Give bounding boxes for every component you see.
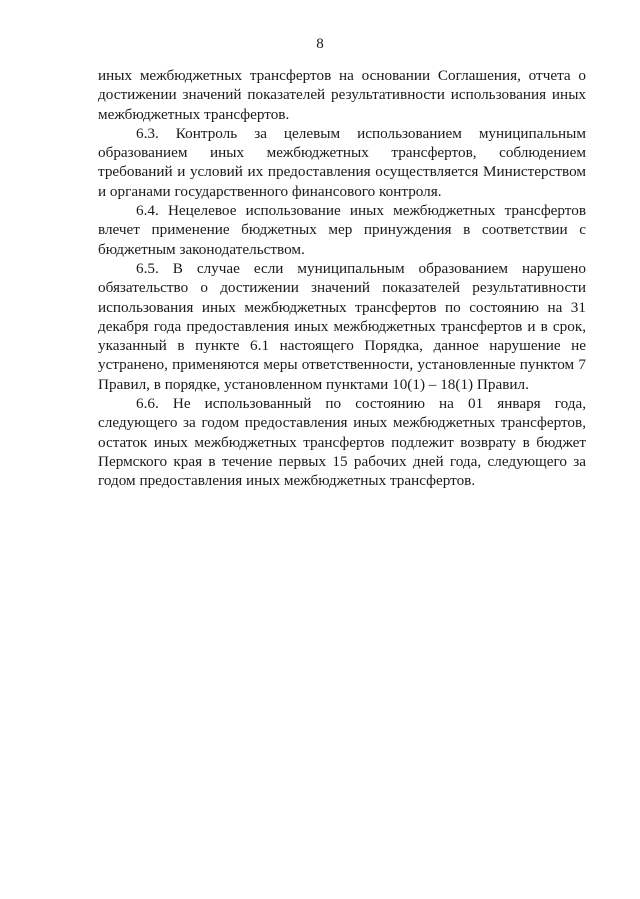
paragraph-continuation: иных межбюджетных трансфертов на основании Соглашения, отчета о достижении значений показателей результативности использования иных межбюджетных трансфертов. (98, 67, 586, 123)
paragraph-6-6: 6.6. Не использованный по состоянию на 01 января года, следующего за годом предоставления иных межбюджетных трансфертов, остаток иных межбюджетных трансфертов подлежит возврату в бюджет Пермского края в течение первых 15 рабочих дней года, следующего за годом предоставления иных межбюджетных трансфертов. (98, 395, 586, 490)
paragraph-6-3: 6.3. Контроль за целевым использованием муниципальным образованием иных межбюджетных трансфертов, соблюдением требований и условий их предоставления осуществляется Министерством и органами государственного финансового контроля. (98, 124, 586, 200)
page-number: 8 (316, 36, 324, 52)
document-body (98, 66, 586, 491)
paragraph-6-5: 6.5. В случае если муниципальным образованием нарушено обязательство о достижении значений показателей результативности использования иных межбюджетных трансфертов по состоянию на 31 декабря года предоставления иных межбюджетных трансфертов и в срок, указанный в пункте 6.1 настоящего Порядка, данное нарушение не устранено, применяются меры ответственности, установленные пунктом 7 Правил, в порядке, установленном пунктами 10(1) – 18(1) Правил. (98, 259, 586, 393)
paragraph-6-4: 6.4. Нецелевое использование иных межбюджетных трансфертов влечет применение бюджетных мер принуждения в соответствии с бюджетным законодательством. (98, 202, 586, 258)
